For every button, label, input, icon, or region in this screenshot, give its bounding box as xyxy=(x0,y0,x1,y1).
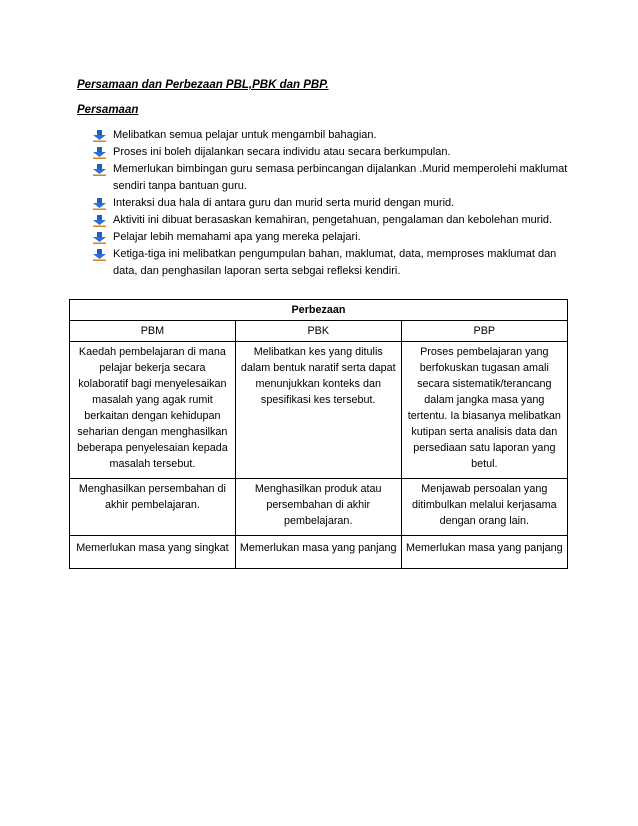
persamaan-heading: Persamaan xyxy=(77,104,139,116)
blue-arrow-icon xyxy=(93,229,113,246)
table-row xyxy=(70,342,568,479)
table-cell: Menghasilkan produk atau persembahan di akhir pembelajaran. xyxy=(235,479,401,536)
table-cell: Menjawab persoalan yang ditimbulkan melalui kerjasama dengan orang lain. xyxy=(401,479,567,536)
list-item-text: Interaksi dua hala di antara guru dan murid serta murid dengan murid. xyxy=(113,197,455,209)
list-item-text: Melibatkan semua pelajar untuk mengambil bahagian. xyxy=(113,129,377,141)
column-header-pbk: PBK xyxy=(235,321,401,342)
table-cell: Menghasilkan persembahan di akhir pembelajaran. xyxy=(70,479,236,536)
list-item xyxy=(93,127,573,144)
perbezaan-table xyxy=(69,299,568,569)
list-item-text: Aktiviti ini dibuat berasaskan kemahiran, pengetahuan, pengalaman dan kebolehan murid. xyxy=(113,214,553,226)
column-header-pbp: PBP xyxy=(401,321,567,342)
list-item-text: Memerlukan bimbingan guru semasa perbincangan dijalankan .Murid memperolehi maklumat sendiri tanpa bantuan guru. xyxy=(113,163,568,192)
table-cell: Proses pembelajaran yang berfokuskan tugasan amali secara sistematik/terancang dalam jangka masa yang tertentu. Ia biasanya melibatkan kutipan serta analisis data dan persediaan satu laporan yang betul. xyxy=(401,342,567,479)
table-cell: Memerlukan masa yang panjang xyxy=(401,536,567,569)
list-item-text: Ketiga-tiga ini melibatkan pengumpulan bahan, maklumat, data, memproses maklumat dan data, dan penghasilan laporan serta sebgai refleksi kendiri. xyxy=(113,248,557,277)
table-row xyxy=(70,479,568,536)
list-item xyxy=(93,212,573,229)
document-title: Persamaan dan Perbezaan PBL,PBK dan PBP. xyxy=(77,79,329,91)
table-cell: Memerlukan masa yang singkat xyxy=(70,536,236,569)
list-item xyxy=(93,229,573,246)
table-cell: Memerlukan masa yang panjang xyxy=(235,536,401,569)
table-cell: Kaedah pembelajaran di mana pelajar bekerja secara kolaboratif bagi menyelesaikan masalah yang agak rumit berkaitan dengan kehidupan seharian dengan menghasilkan beberapa penyelesaian kepada masalah tersebut. xyxy=(70,342,236,479)
blue-arrow-icon xyxy=(93,127,113,144)
blue-arrow-icon xyxy=(93,212,113,229)
blue-arrow-icon xyxy=(93,246,113,263)
blue-arrow-icon xyxy=(93,195,113,212)
column-header-pbm: PBM xyxy=(70,321,236,342)
list-item-text: Proses ini boleh dijalankan secara individu atau secara berkumpulan. xyxy=(113,146,451,158)
table-title: Perbezaan xyxy=(70,300,568,321)
persamaan-list xyxy=(93,127,573,280)
table-row xyxy=(70,536,568,569)
table-cell: Melibatkan kes yang ditulis dalam bentuk naratif serta dapat menunjukkan konteks dan spesifikasi kes tersebut. xyxy=(235,342,401,479)
list-item xyxy=(93,195,573,212)
list-item-text: Pelajar lebih memahami apa yang mereka pelajari. xyxy=(113,231,361,243)
blue-arrow-icon xyxy=(93,161,113,178)
list-item xyxy=(93,144,573,161)
blue-arrow-icon xyxy=(93,144,113,161)
list-item xyxy=(93,246,573,280)
list-item xyxy=(93,161,573,195)
